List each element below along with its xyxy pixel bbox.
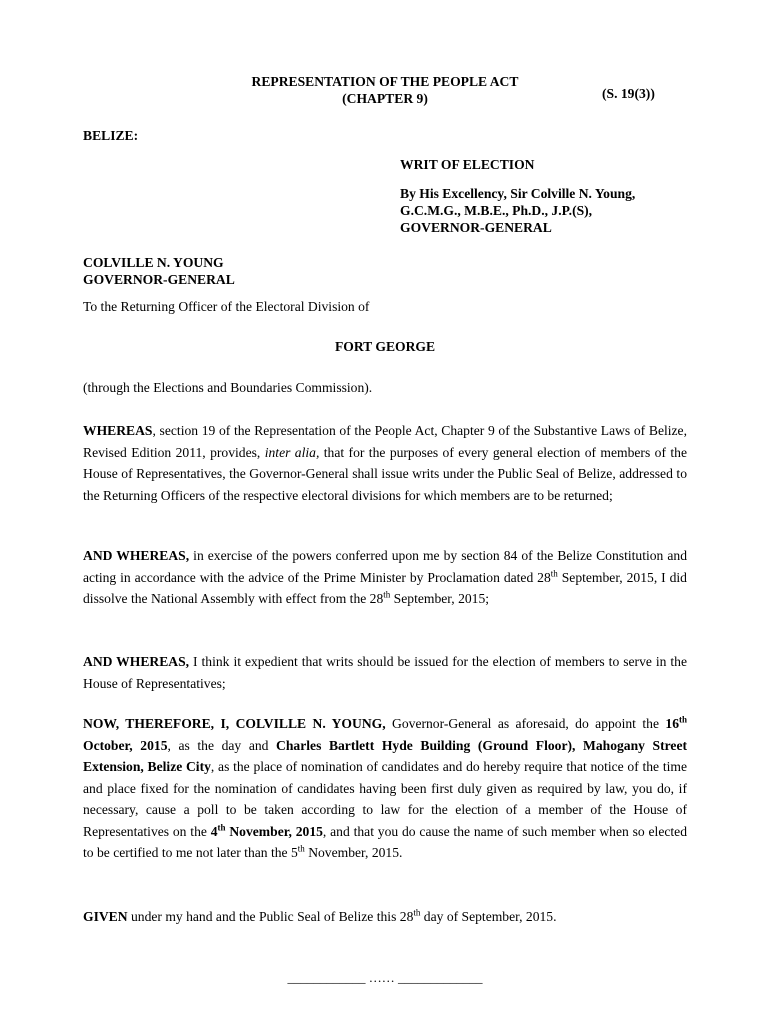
para2-sup-a: th xyxy=(550,567,558,578)
nomination-day-sup: th xyxy=(679,714,688,725)
given-lead: GIVEN xyxy=(83,909,128,924)
para3-lead: AND WHEREAS, xyxy=(83,654,190,669)
para4-text-c: , as the place of nomination of candidates and do hereby require that notice of the time and place fixed for the nomination of candidates having been first duly given as required by law, you do, if necessary, cause a poll to be taken according to law for the election of a member of the House of Representatives on the xyxy=(83,759,687,839)
given-text-b: day of September, 2015. xyxy=(420,909,557,924)
nomination-month-year: October, 2015 xyxy=(83,737,168,753)
therefore-paragraph xyxy=(83,713,687,864)
through-line: (through the Elections and Boundaries Commission). xyxy=(83,380,373,395)
para4-sup-d: th xyxy=(297,843,305,854)
electoral-division: FORT GEORGE xyxy=(334,339,436,354)
writ-issuer-block xyxy=(400,185,635,236)
issuer-line-2: G.C.M.G., M.B.E., Ph.D., J.P.(S), xyxy=(400,203,593,218)
addressee-line: To the Returning Officer of the Electoral Division of xyxy=(83,299,370,314)
act-title: REPRESENTATION OF THE PEOPLE ACT xyxy=(251,74,519,89)
para4-text-e: November, 2015. xyxy=(304,845,403,860)
para4-text-a: Governor-General as aforesaid, do appoint the xyxy=(385,716,666,731)
poll-date xyxy=(210,821,323,839)
country-label: BELIZE: xyxy=(83,128,139,143)
issuer-line-3: GOVERNOR-GENERAL xyxy=(400,220,552,235)
chapter-label: (CHAPTER 9) xyxy=(342,91,428,106)
nomination-place: Charles Bartlett Hyde Building (Ground Floor), Mahogany Street Extension, Belize City xyxy=(83,737,688,774)
nomination-day: 16 xyxy=(665,716,679,731)
poll-day: 4 xyxy=(210,823,218,839)
para2-text-c: September, 2015; xyxy=(390,591,490,606)
para4-text-d: , and that you do cause the name of such member when so elected to be certified to me not later than the 5 xyxy=(83,823,687,860)
para4-lead: NOW, THEREFORE, I, COLVILLE N. YOUNG, xyxy=(83,716,386,731)
para4-text-b: , as the day and xyxy=(167,737,277,753)
whereas-paragraph-3 xyxy=(83,651,687,694)
para2-sup-b: th xyxy=(383,589,391,600)
poll-month-year: November, 2015 xyxy=(225,823,323,839)
given-sup: th xyxy=(413,907,421,918)
whereas-paragraph-1 xyxy=(83,420,687,506)
poll-day-sup: th xyxy=(217,821,226,832)
given-text-a: under my hand and the Public Seal of Belize this 28 xyxy=(127,909,414,924)
signatory-name: COLVILLE N. YOUNG xyxy=(83,255,224,270)
para2-text-a: in exercise of the powers conferred upon me by section 84 of the Belize Constitution and acting in accordance with the advice of the Prime Minister by Proclamation dated 28 xyxy=(83,548,688,585)
footer-signature-line: ____________ …… _____________ xyxy=(287,970,483,985)
signatory-title: GOVERNOR-GENERAL xyxy=(83,272,235,287)
para2-lead: AND WHEREAS, xyxy=(83,548,190,563)
para1-lead: WHEREAS xyxy=(83,423,153,438)
para3-text: I think it expedient that writs should be issued for the election of members to serve in the House of Representatives; xyxy=(83,654,688,691)
para1-text-a: , section 19 of the Representation of the People Act, Chapter 9 of the Substantive Laws of Belize, Revised Edition 2011, provides, xyxy=(83,423,687,460)
para1-text-b: that for the purposes of every general election of members of the House of Representatives, the Governor-General shall issue writs under the Public Seal of Belize, addressed to the Returning Officers of the respective electoral divisions for which members are to be returned; xyxy=(83,444,687,503)
para1-italic: inter alia, xyxy=(264,444,320,460)
section-reference: (S. 19(3)) xyxy=(602,86,655,101)
given-paragraph xyxy=(83,906,687,928)
issuer-line-1: By His Excellency, Sir Colville N. Young, xyxy=(400,186,636,201)
whereas-paragraph-2 xyxy=(83,545,687,610)
signatory-block xyxy=(83,254,235,288)
para2-text-b: September, 2015, I did dissolve the National Assembly with effect from the 28 xyxy=(83,569,687,606)
writ-title: WRIT OF ELECTION xyxy=(400,157,535,172)
